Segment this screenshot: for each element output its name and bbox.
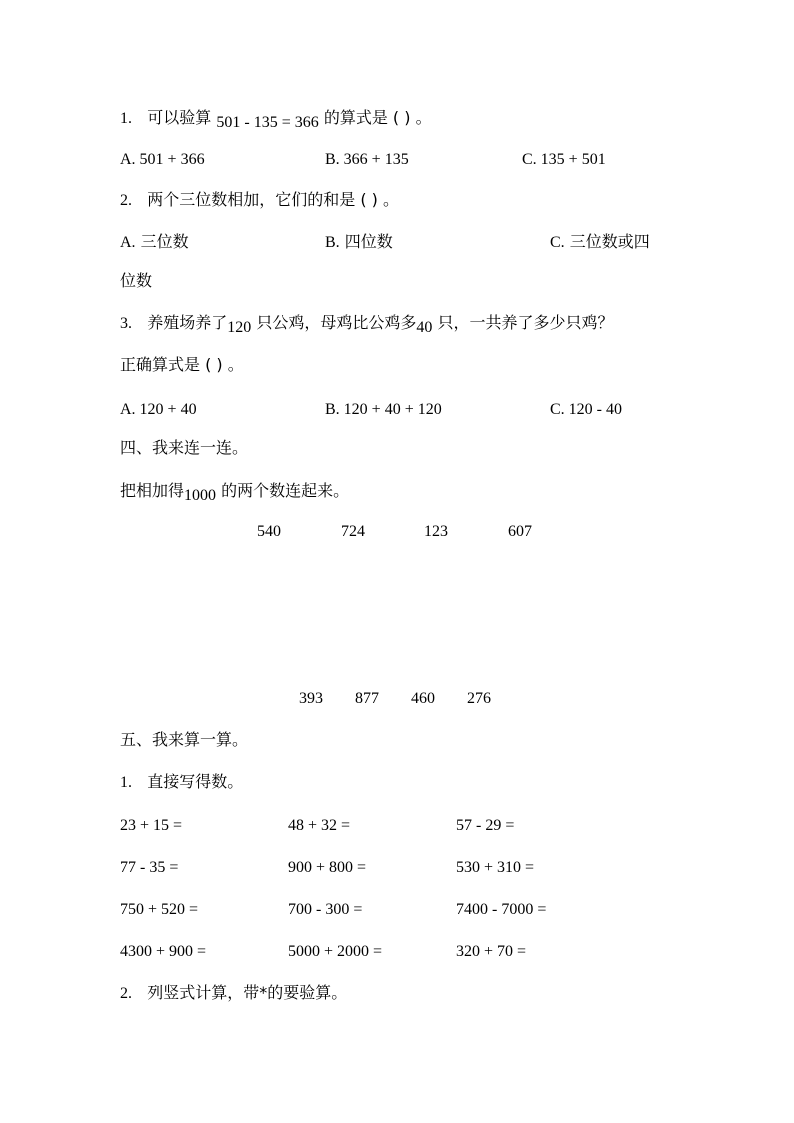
q3-option-b: B. 120 + 40 + 120 — [325, 401, 442, 418]
q3-option-a: A. 120 + 40 — [120, 401, 197, 418]
top-number[interactable]: 607 — [508, 523, 532, 540]
q2-option-b: B. 四位数 — [325, 232, 393, 251]
q2-option-c-wrap: 位数 — [120, 271, 153, 290]
q1-option-c: C. 135 + 501 — [522, 151, 606, 168]
section5-title: 五、我来算一算。 — [120, 730, 249, 749]
calc-item: 530 + 310 = — [456, 859, 535, 876]
calc-item: 48 + 32 = — [288, 817, 351, 834]
calc-item: 4300 + 900 = — [120, 943, 207, 960]
bottom-number[interactable]: 276 — [467, 690, 491, 707]
q1-text-post: 的算式是 ( ) 。 — [323, 108, 432, 127]
calc-item: 320 + 70 = — [456, 943, 527, 960]
top-number[interactable]: 540 — [257, 523, 281, 540]
section4-title: 四、我来连一连。 — [120, 438, 249, 457]
top-number[interactable]: 724 — [341, 523, 365, 540]
q3-option-c: C. 120 - 40 — [550, 401, 622, 418]
section5-sub2: 2. 列竖式计算，带*的要验算。 — [120, 983, 348, 1002]
bottom-number[interactable]: 877 — [355, 690, 379, 707]
calc-item: 5000 + 2000 = — [288, 943, 383, 960]
q1-text-pre: 可以验算 — [147, 108, 212, 127]
q2-line — [120, 189, 399, 212]
top-number[interactable]: 123 — [424, 523, 448, 540]
q1-number: 1. — [120, 110, 132, 127]
calc-item: 77 - 35 = — [120, 859, 179, 876]
q3-line2: 正确算式是 ( ) 。 — [120, 355, 244, 374]
section5-sub1: 1. 直接写得数。 — [120, 772, 244, 791]
q2-text: 两个三位数相加，它们的和是 ( ) 。 — [147, 190, 400, 209]
q3-line: 3. 养殖场养了120 只公鸡，母鸡比公鸡多40 只，一共养了多少只鸡？ — [120, 313, 614, 336]
q3-number: 3. — [120, 315, 132, 332]
calc-item: 57 - 29 = — [456, 817, 515, 834]
q2-option-a: A. 三位数 — [120, 232, 189, 251]
calc-item: 700 - 300 = — [288, 901, 363, 918]
q1-line — [120, 107, 432, 130]
calc-item: 750 + 520 = — [120, 901, 199, 918]
q2-number: 2. — [120, 192, 132, 209]
q1-option-b: B. 366 + 135 — [325, 151, 409, 168]
q1-expression: 501 - 135 = 366 — [216, 114, 319, 131]
bottom-number[interactable]: 460 — [411, 690, 435, 707]
q2-option-c: C. 三位数或四 — [550, 232, 650, 251]
section4-instruction: 把相加得1000 的两个数连起来。 — [120, 481, 350, 504]
calc-item: 7400 - 7000 = — [456, 901, 547, 918]
q1-option-a: A. 501 + 366 — [120, 151, 205, 168]
calc-item: 23 + 15 = — [120, 817, 183, 834]
calc-item: 900 + 800 = — [288, 859, 367, 876]
bottom-number[interactable]: 393 — [299, 690, 323, 707]
